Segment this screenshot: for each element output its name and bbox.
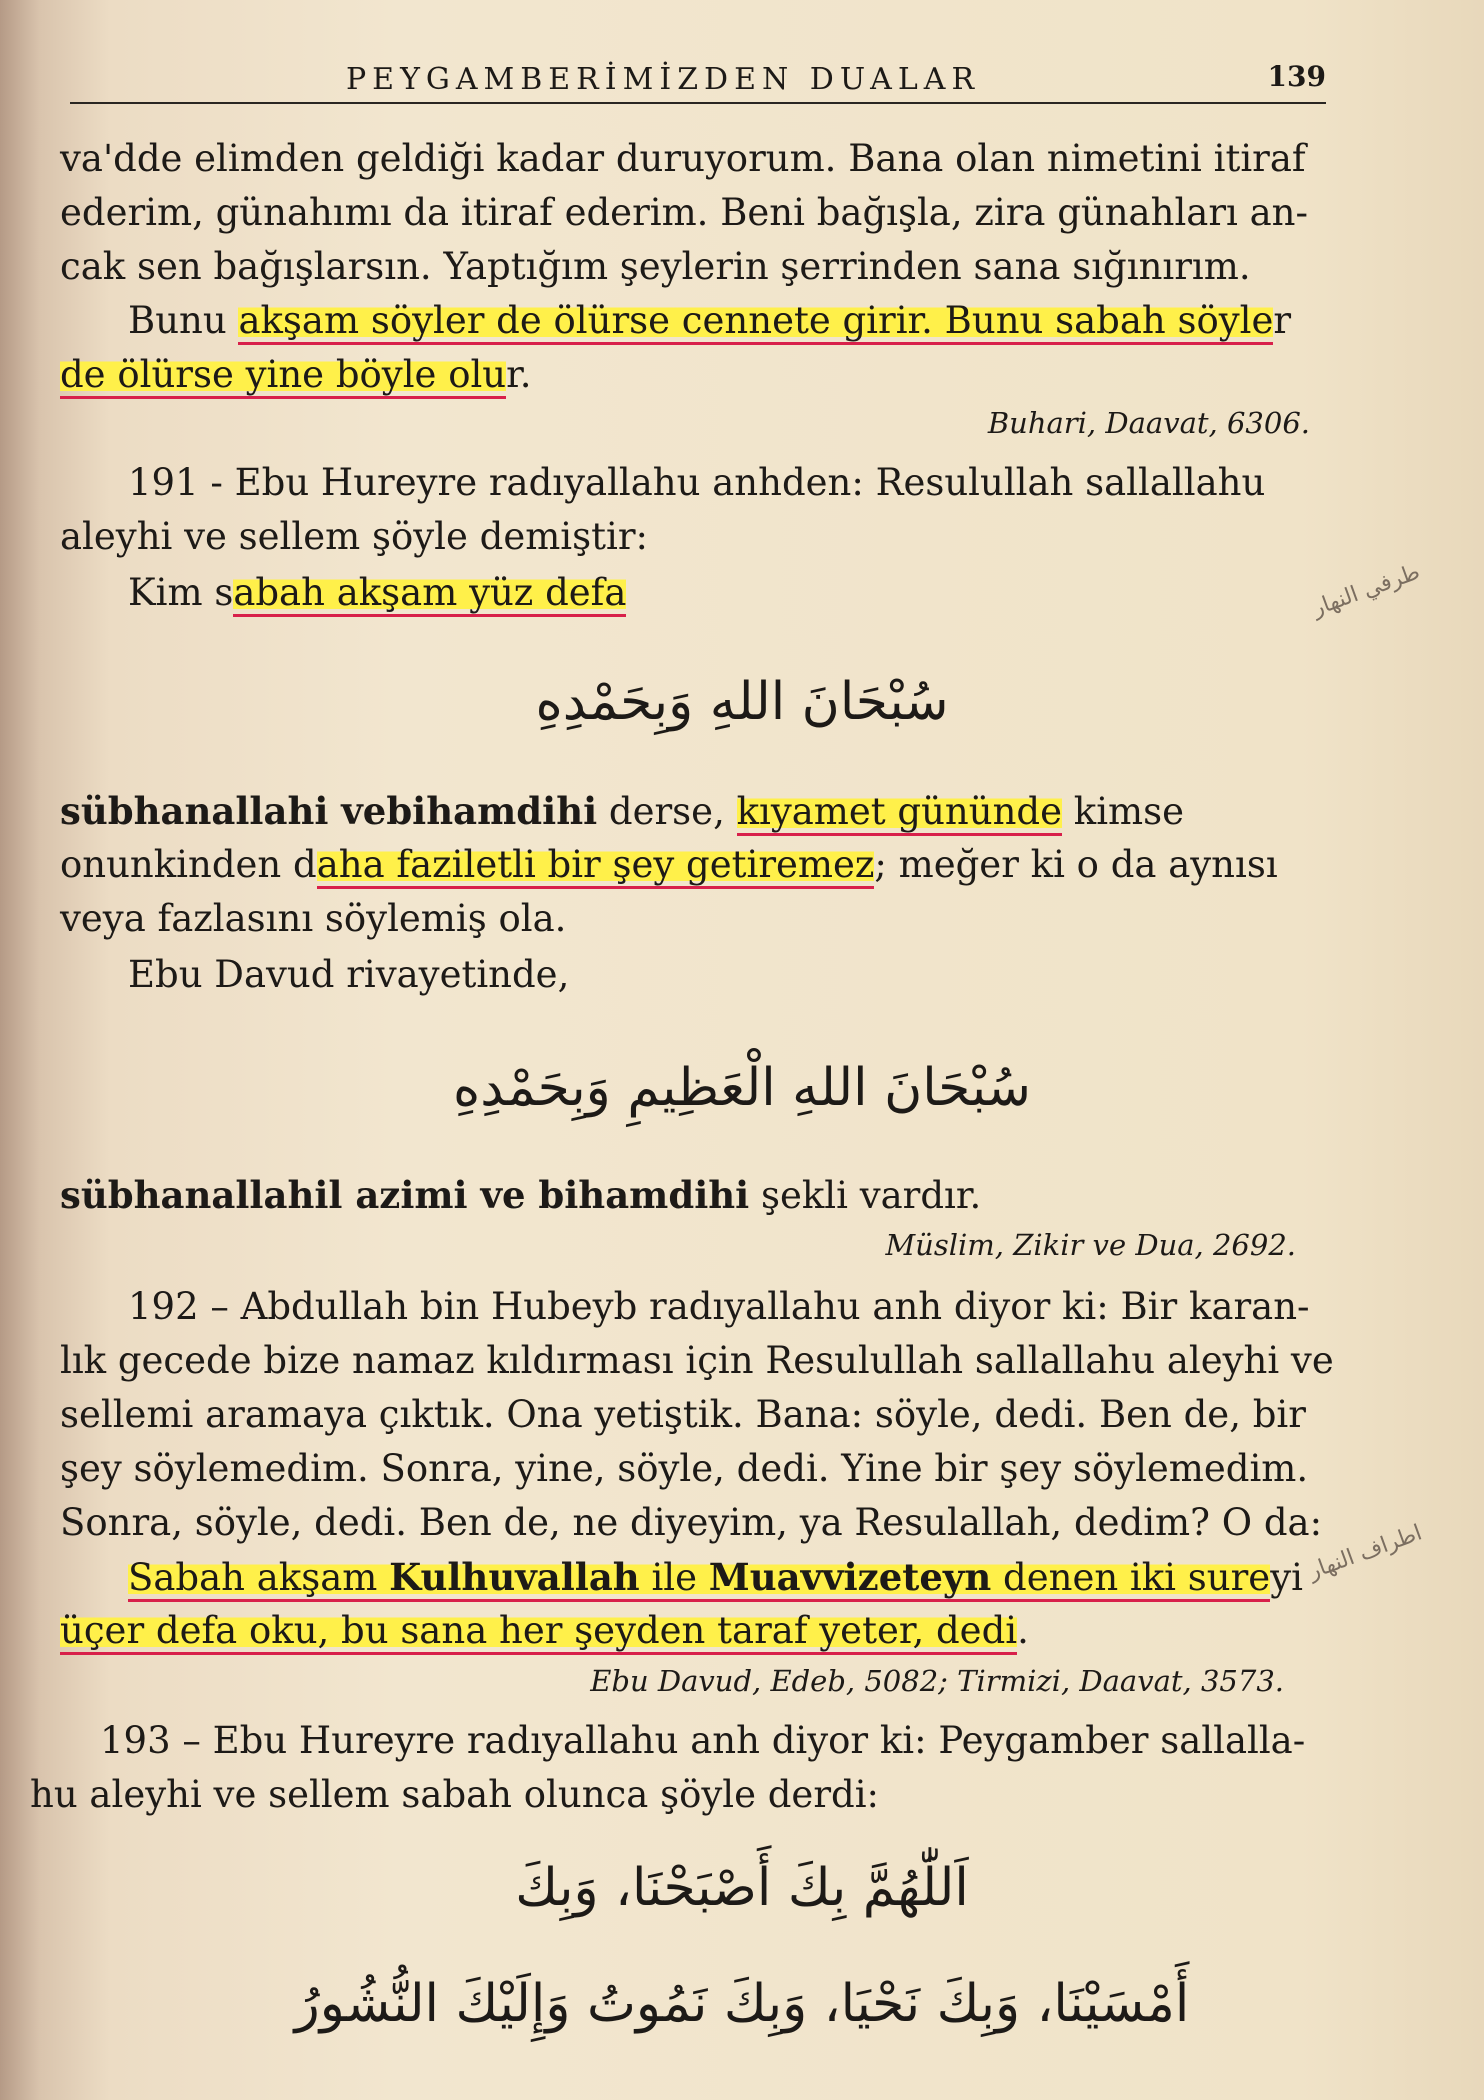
text-line: 193 – Ebu Hureyre radıyallahu anh diyor ki: Peygamber sallalla-: [100, 1719, 1306, 1762]
source-citation: Müslim, Zikir ve Dua, 2692.: [885, 1228, 1296, 1262]
text-line: sellemi aramaya çıktık. Ona yetiştik. Bana: söyle, dedi. Ben de, bir: [60, 1393, 1306, 1436]
text-line: [60, 1608, 1320, 1654]
plain-text: Bunu: [128, 299, 239, 342]
plain-text: onunkinden d: [60, 843, 317, 886]
text-line: aleyhi ve sellem şöyle demiştir:: [60, 515, 648, 558]
highlighted-text: de ölürse yine böyle olu: [60, 353, 506, 399]
plain-text: Sabah akşam: [128, 1556, 390, 1599]
highlighted-text: abah akşam yüz defa: [233, 571, 626, 617]
text-line: [128, 1554, 1388, 1601]
text-line: [60, 842, 1320, 888]
text-line: cak sen bağışlarsın. Yaptığım şeylerin şerrinden sana sığınırım.: [60, 245, 1251, 288]
page-number: 139: [1267, 60, 1326, 93]
text-line: [60, 352, 1320, 398]
plain-text: denen iki sure: [991, 1556, 1271, 1599]
arabic-dua: سُبْحَانَ اللهِ وَبِحَمْدِهِ: [535, 672, 949, 732]
text-line: 191 - Ebu Hureyre radıyallahu anhden: Resulullah sallallahu: [128, 461, 1266, 504]
text-line: [60, 788, 1320, 835]
bold-sure-name: Kulhuvallah: [389, 1555, 640, 1599]
handwritten-margin-note: طرفي النهار: [1309, 559, 1424, 622]
text-line: [60, 1172, 1320, 1219]
bold-transliteration: sübhanallahil azimi ve bihamdihi: [60, 1173, 750, 1217]
plain-text: r.: [506, 353, 532, 396]
text-line: Ebu Davud rivayetinde,: [128, 953, 570, 996]
highlighted-text: üçer defa oku, bu sana her şeyden taraf yeter, dedi: [60, 1609, 1017, 1655]
source-citation: Ebu Davud, Edeb, 5082; Tirmizi, Daavat, 3573.: [590, 1664, 1284, 1698]
highlighted-text: aha faziletli bir şey getiremez: [317, 843, 875, 889]
arabic-dua: أَمْسَيْنَا، وَبِكَ نَحْيَا، وَبِكَ نَمُوتُ وَإِلَيْكَ النُّشُورُ: [294, 1974, 1190, 2034]
text-line: Sonra, söyle, dedi. Ben de, ne diyeyim, ya Resulallah, dedim? O da:: [60, 1501, 1323, 1544]
highlighted-text: kıyamet gününde: [737, 790, 1062, 836]
running-title: PEYGAMBERİMİZDEN DUALAR: [346, 62, 981, 97]
plain-text: .: [1017, 1609, 1029, 1652]
bold-sure-name: Muavvizeteyn: [708, 1555, 992, 1599]
text-line: şey söylemedim. Sonra, yine, söyle, dedi. Yine bir şey söylemedim.: [60, 1447, 1309, 1490]
text-line: [128, 298, 1388, 344]
plain-text: ile: [639, 1556, 709, 1599]
bold-transliteration: sübhanallahi vebihamdihi: [60, 789, 598, 833]
text-line: 192 – Abdullah bin Hubeyb radıyallahu anh diyor ki: Bir karan-: [128, 1285, 1310, 1328]
plain-text: şekli vardır.: [749, 1174, 982, 1217]
handwritten-margin-note: اطراف النهار: [1305, 1520, 1426, 1585]
plain-text: Kim s: [128, 571, 234, 614]
text-line: lık gecede bize namaz kıldırması için Resulullah sallallahu aleyhi ve: [60, 1339, 1334, 1382]
plain-text: yi: [1270, 1556, 1303, 1599]
plain-text: r: [1273, 299, 1292, 342]
source-citation: Buhari, Daavat, 6306.: [987, 406, 1310, 440]
highlighted-text: [128, 1556, 1270, 1602]
plain-text: derse,: [597, 790, 737, 833]
plain-text: ; meğer ki o da aynısı: [874, 843, 1278, 886]
arabic-dua: اَللّٰهُمَّ بِكَ أَصْبَحْنَا، وَبِكَ: [515, 1858, 969, 1918]
text-line: ederim, günahımı da itiraf ederim. Beni bağışla, zira günahları an-: [60, 191, 1309, 234]
text-line: veya fazlasını söylemiş ola.: [60, 897, 567, 940]
page-header: [70, 58, 1326, 104]
plain-text: kimse: [1062, 790, 1184, 833]
arabic-dua: سُبْحَانَ اللهِ الْعَظِيمِ وَبِحَمْدِهِ: [453, 1058, 1031, 1118]
text-line: va'dde elimden geldiği kadar duruyorum. Bana olan nimetini itiraf: [60, 137, 1306, 180]
text-line: [128, 570, 1388, 616]
highlighted-text: akşam söyler de ölürse cennete girir. Bunu sabah söyle: [238, 299, 1273, 345]
text-line: hu aleyhi ve sellem sabah olunca şöyle derdi:: [30, 1773, 879, 1816]
